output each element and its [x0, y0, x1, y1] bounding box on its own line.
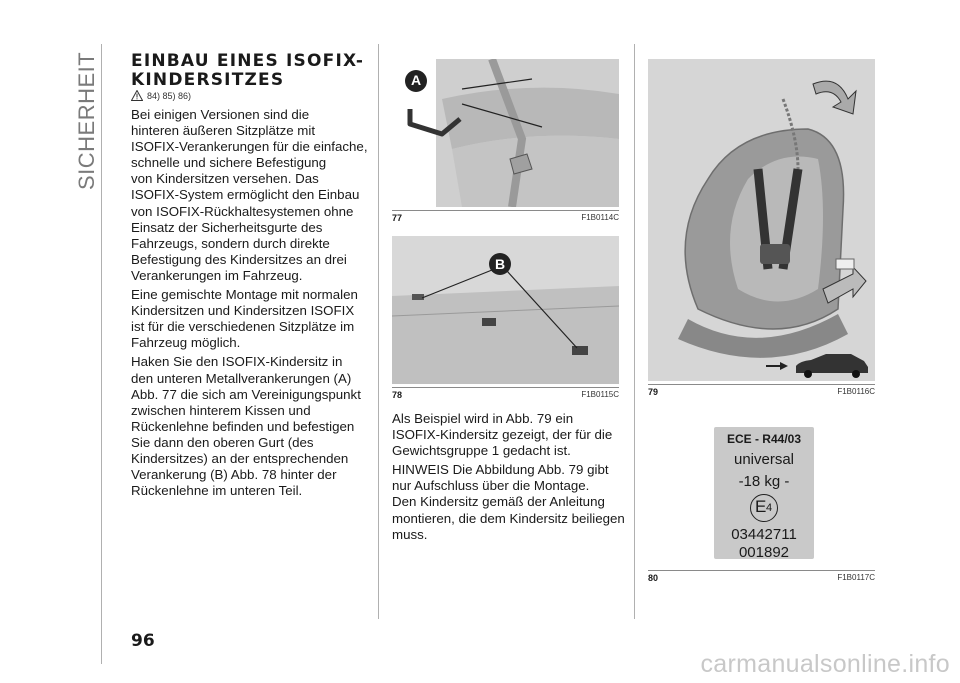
col2-paragraph — [392, 411, 628, 459]
text-line: von ISOFIX-Rückhaltesystemen ohne — [131, 203, 354, 219]
text-line: Fahrzeug möglich. — [131, 335, 241, 351]
figure-78-caption — [392, 390, 619, 400]
col1-text — [131, 107, 371, 502]
figure-77-rule — [392, 210, 619, 211]
text-line: Fahrzeugs, sondern durch direkte — [131, 235, 330, 251]
text-line: ISOFIX-Kindersitz gezeigt, der für die — [392, 427, 613, 443]
figure-77-caption — [392, 213, 619, 223]
column-divider-1 — [378, 44, 379, 619]
column-divider-2 — [634, 44, 635, 619]
text-line: ISOFIX-Verankerungen für die einfache, — [131, 139, 368, 155]
figure-79-code: F1B0116C — [837, 387, 875, 396]
col2-text — [392, 411, 628, 546]
approval-label — [714, 427, 814, 559]
text-line: Verankerung (B) Abb. 78 hinter der — [131, 467, 337, 483]
text-line: Befestigung des Kindersitzes an drei — [131, 251, 347, 267]
approval-standard: ECE - R44/03 — [726, 432, 802, 446]
warning-refs — [131, 90, 191, 101]
page-number: 96 — [131, 631, 155, 651]
text-line: Sie dann den oberen Gurt (des — [131, 434, 314, 450]
text-line: Rückenlehne befinden und befestigen — [131, 418, 355, 434]
text-line: ist für die verschiedenen Sitzplätze im — [131, 319, 355, 335]
warning-triangle-icon — [131, 90, 143, 101]
text-line: nur Aufschluss über die Montage. — [392, 478, 590, 494]
col1-paragraph — [131, 287, 371, 351]
figure-78-code: F1B0115C — [581, 390, 619, 399]
figure-79-rule — [648, 384, 875, 385]
figure-78-rule — [392, 387, 619, 388]
marker-b: B — [494, 256, 506, 272]
text-line: HINWEIS Die Abbildung Abb. 79 gibt — [392, 462, 609, 478]
car-icon — [766, 351, 871, 379]
approval-weight: -18 kg - — [738, 473, 790, 490]
page-title — [131, 52, 371, 90]
figure-79-drawing — [648, 59, 875, 381]
text-line: Haken Sie den ISOFIX-Kindersitz in — [131, 354, 343, 370]
figure-80-rule — [648, 570, 875, 571]
section-label — [74, 40, 114, 190]
figure-79-caption — [648, 387, 875, 397]
figure-77-number: 77 — [392, 213, 403, 223]
text-line: muss. — [392, 526, 428, 542]
text-line: Kindersitzes) an der entsprechenden — [131, 450, 349, 466]
text-line: montieren, die dem Kindersitz beiliegen — [392, 510, 625, 526]
text-line: Bei einigen Versionen sind die — [131, 107, 310, 122]
text-line: Als Beispiel wird in Abb. 79 ein — [392, 411, 574, 426]
e-mark-icon — [750, 494, 778, 522]
text-line: Eine gemischte Montage mit normalen — [131, 287, 358, 303]
approval-category: universal — [733, 451, 795, 468]
text-line: von Kindersitzen versehen. Das — [131, 171, 319, 187]
marker-a: A — [410, 72, 422, 88]
text-line: Einsatz der Sicherheitsgurte des — [131, 219, 323, 235]
figure-80-code: F1B0117C — [837, 573, 875, 582]
watermark: carmanualsonline.info — [700, 650, 950, 678]
title-line-2: KINDERSITZES — [131, 70, 285, 90]
text-line: Rückenlehne im unteren Teil. — [131, 483, 303, 499]
figure-78-image — [392, 236, 619, 384]
figure-77-code: F1B0114C — [581, 213, 619, 222]
figure-78-number: 78 — [392, 390, 403, 400]
text-line: ISOFIX-System ermöglicht den Einbau — [131, 187, 360, 203]
title-line-1: EINBAU EINES ISOFIX- — [131, 51, 365, 71]
figure-77-image — [392, 59, 619, 207]
col2-paragraph — [392, 462, 628, 542]
text-line: Gewichtsgruppe 1 gedacht ist. — [392, 443, 571, 459]
approval-code-1: 03442711 — [731, 526, 797, 543]
approval-code-2: 001892 — [738, 544, 790, 561]
text-line: Abb. 77 die sich am Vereinigungspunkt — [131, 386, 361, 402]
sidebar-rule — [101, 44, 102, 664]
text-line: Den Kindersitz gemäß der Anleitung — [392, 494, 605, 510]
warning-refs-text: 84) 85) 86) — [147, 90, 192, 101]
section-label-text: SICHERHEIT — [74, 51, 99, 190]
col1-paragraph — [131, 354, 371, 499]
text-line: hinteren äußeren Sitzplätze mit — [131, 123, 316, 139]
figure-80-number: 80 — [648, 573, 659, 583]
e-mark-letter: E — [755, 497, 767, 516]
text-line: schnelle und sichere Befestigung — [131, 155, 327, 171]
figure-79-number: 79 — [648, 387, 659, 397]
col1-paragraph — [131, 107, 371, 284]
figure-80-caption — [648, 573, 875, 583]
figure-79-image — [648, 59, 875, 381]
e-mark-number: 4 — [766, 502, 773, 514]
text-line: den unteren Metallverankerungen (A) — [131, 370, 352, 386]
text-line: Verankerungen im Fahrzeug. — [131, 267, 303, 283]
text-line: zwischen hinterem Kissen und — [131, 402, 311, 418]
text-line: Kindersitzen und Kindersitzen ISOFIX — [131, 303, 355, 319]
